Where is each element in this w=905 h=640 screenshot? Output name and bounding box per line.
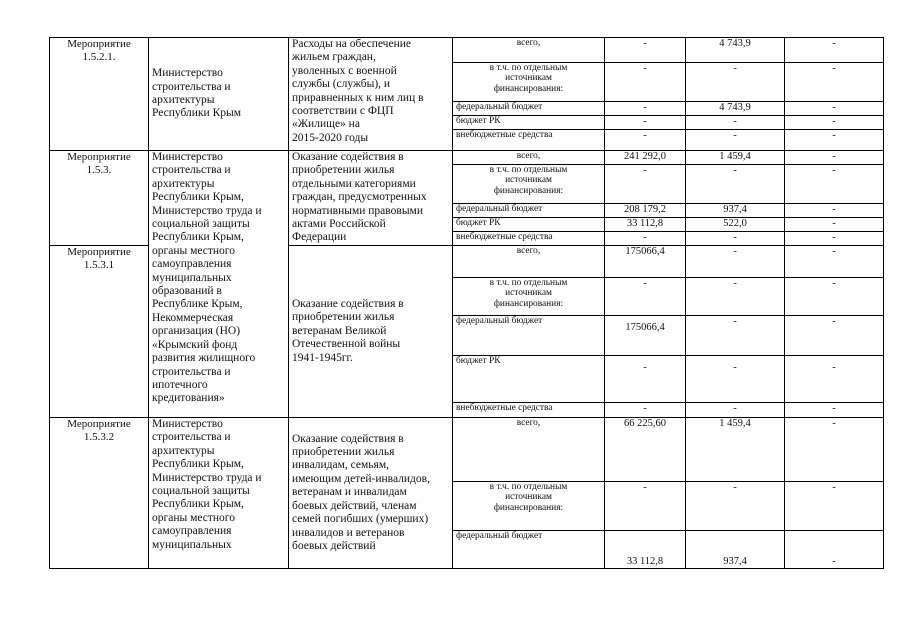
budget-table — [49, 37, 884, 569]
value-cell: - — [686, 130, 785, 151]
value-cell: 937,4 — [686, 204, 785, 218]
source-federal: федеральный бюджет — [453, 204, 605, 218]
value-cell: - — [785, 204, 884, 218]
value-cell: 33 112,8 — [605, 531, 686, 569]
value-cell: 937,4 — [686, 531, 785, 569]
value-cell: - — [605, 116, 686, 130]
value-cell: 208 179,2 — [605, 204, 686, 218]
value-cell: - — [686, 278, 785, 316]
value-cell: 522,0 — [686, 218, 785, 232]
measure-label: Мероприятие 1.5.3.1 — [50, 246, 149, 418]
source-extrabudget: внебюджетные средства — [453, 403, 605, 418]
source-breakdown: в т.ч. по отдельным источникам финансирования: — [453, 278, 605, 316]
source-breakdown: в т.ч. по отдельным источникам финансирования: — [453, 165, 605, 204]
source-federal: федеральный бюджет — [453, 531, 605, 569]
source-extrabudget: внебюджетные средства — [453, 130, 605, 151]
value-cell: - — [785, 38, 884, 63]
value-cell: - — [785, 482, 884, 531]
value-cell: - — [686, 232, 785, 246]
executor-cell: Министерство строительства и архитектуры Республики Крым, Министерство труда и социальной защиты Республики Крым, органы местного самоуправления муниципальных образований в Республике Крым, Некоммерческая организация (НО) «Крымский фонд развития жилищного строительства и ипотечного кредитования» — [149, 151, 289, 418]
value-cell: 241 292,0 — [605, 151, 686, 165]
value-cell: - — [605, 63, 686, 102]
value-cell: 1 459,4 — [686, 151, 785, 165]
value-cell: - — [686, 316, 785, 356]
executor-cell: Министерство строительства и архитектуры Республики Крым — [149, 38, 289, 151]
value-cell: - — [785, 116, 884, 130]
table-row — [50, 38, 884, 63]
value-cell: - — [605, 38, 686, 63]
value-cell: - — [605, 482, 686, 531]
source-federal: федеральный бюджет — [453, 102, 605, 116]
value-cell: - — [686, 63, 785, 102]
source-breakdown: в т.ч. по отдельным источникам финансирования: — [453, 63, 605, 102]
measure-label: Мероприятие 1.5.2.1. — [50, 38, 149, 151]
value-cell: - — [785, 531, 884, 569]
value-cell: - — [686, 356, 785, 403]
value-cell: - — [686, 116, 785, 130]
measure-label: Мероприятие 1.5.3.2 — [50, 418, 149, 569]
value-cell: - — [686, 403, 785, 418]
value-cell: - — [686, 165, 785, 204]
value-cell: 4 743,9 — [686, 102, 785, 116]
measure-label: Мероприятие 1.5.3. — [50, 151, 149, 246]
source-rk: бюджет РК — [453, 116, 605, 130]
value-cell: 175066,4 — [605, 316, 686, 356]
value-cell: - — [785, 63, 884, 102]
value-cell: - — [785, 246, 884, 278]
description-cell: Расходы на обеспечение жильем граждан, уволенных с военной службы (службы), и приравненных к ним лиц в соответствии с ФЦП «Жилище» на 2015-2020 годы — [289, 38, 453, 151]
value-cell: - — [785, 278, 884, 316]
value-cell: - — [785, 356, 884, 403]
description-cell: Оказание содействия в приобретении жилья инвалидам, семьям, имеющим детей-инвалидов, ветеранам и инвалидам боевых действий, членам семей погибших (умерших) инвалидов и ветеранов боевых действий — [289, 418, 453, 569]
source-total: всего, — [453, 38, 605, 63]
description-cell: Оказание содействия в приобретении жилья ветеранам Великой Отечественной войны 1941-1945гг. — [289, 246, 453, 418]
value-cell: - — [686, 246, 785, 278]
value-cell: - — [785, 130, 884, 151]
source-federal: федеральный бюджет — [453, 316, 605, 356]
value-cell: - — [785, 218, 884, 232]
source-rk: бюджет РК — [453, 356, 605, 403]
value-cell: - — [605, 165, 686, 204]
value-cell: 175066,4 — [605, 246, 686, 278]
value-cell: - — [605, 403, 686, 418]
value-cell: - — [785, 403, 884, 418]
table-row — [50, 418, 884, 482]
source-rk: бюджет РК — [453, 218, 605, 232]
source-total: всего, — [453, 418, 605, 482]
value-cell: 66 225,60 — [605, 418, 686, 482]
executor-cell: Министерство строительства и архитектуры Республики Крым, Министерство труда и социальной защиты Республики Крым, органы местного самоуправления муниципальных — [149, 418, 289, 569]
source-total: всего, — [453, 151, 605, 165]
value-cell: - — [785, 102, 884, 116]
source-extrabudget: внебюджетные средства — [453, 232, 605, 246]
value-cell: - — [785, 151, 884, 165]
description-cell: Оказание содействия в приобретении жилья отдельными категориями граждан, предусмотренных нормативными правовыми актами Российской Федерации — [289, 151, 453, 246]
value-cell: - — [785, 418, 884, 482]
value-cell: - — [605, 232, 686, 246]
value-cell: 1 459,4 — [686, 418, 785, 482]
source-breakdown: в т.ч. по отдельным источникам финансирования: — [453, 482, 605, 531]
value-cell: - — [605, 102, 686, 116]
value-cell: - — [785, 316, 884, 356]
value-cell: - — [785, 165, 884, 204]
value-cell: - — [785, 232, 884, 246]
value-cell: - — [605, 356, 686, 403]
value-cell: - — [605, 130, 686, 151]
value-cell: 33 112,8 — [605, 218, 686, 232]
value-cell: 4 743,9 — [686, 38, 785, 63]
value-cell: - — [605, 278, 686, 316]
table-row — [50, 151, 884, 165]
value-cell: - — [686, 482, 785, 531]
source-total: всего, — [453, 246, 605, 278]
